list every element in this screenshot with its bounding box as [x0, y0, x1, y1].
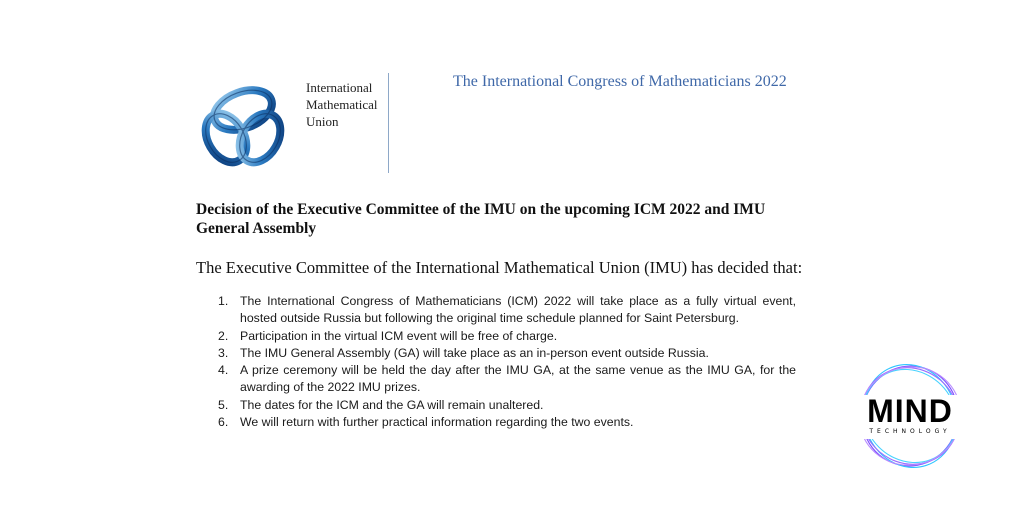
congress-title: The International Congress of Mathematicians 2022	[453, 73, 787, 90]
item-number: 5.	[218, 397, 229, 412]
org-name-line: Union	[306, 114, 339, 129]
list-item	[218, 397, 796, 414]
item-number: 4.	[218, 363, 229, 378]
list-item	[218, 362, 796, 397]
org-name	[306, 79, 377, 130]
header-divider	[388, 73, 389, 173]
list-item	[218, 414, 796, 431]
list-item	[218, 293, 796, 328]
mind-tagline-text: TECHNOLOGY	[869, 428, 951, 435]
item-text: We will return with further practical information regarding the two events.	[240, 415, 634, 430]
item-number: 6.	[218, 415, 229, 430]
org-name-line: Mathematical	[306, 97, 378, 112]
item-text: The dates for the ICM and the GA will remain unaltered.	[240, 397, 544, 412]
decision-list	[218, 293, 796, 431]
item-text: Participation in the virtual ICM event will be free of charge.	[240, 328, 558, 343]
item-number: 2.	[218, 328, 229, 343]
item-number: 1.	[218, 294, 229, 308]
list-item	[218, 345, 796, 362]
mind-technology-logo	[845, 359, 975, 474]
mind-brand-text: MIND	[867, 393, 953, 429]
item-text: The IMU General Assembly (GA) will take place as an in-person event outside Russia.	[240, 345, 709, 360]
item-text: The International Congress of Mathematicians (ICM) 2022 will take place as a fully virtual event, hosted outside Russia but following the original time schedule planned for Saint Petersburg.	[240, 294, 796, 326]
org-name-line: International	[306, 80, 373, 95]
document-heading: Decision of the Executive Committee of the IMU on the upcoming ICM 2022 and IMU General Assembly	[196, 201, 766, 237]
list-item	[218, 328, 796, 345]
item-number: 3.	[218, 345, 229, 360]
item-text: A prize ceremony will be held the day after the IMU GA, at the same venue as the IMU GA, for the awarding of the 2022 IMU prizes.	[240, 363, 796, 395]
intro-text: The Executive Committee of the International Mathematical Union (IMU) has decided that:	[196, 258, 803, 277]
imu-logo-icon	[196, 80, 290, 172]
